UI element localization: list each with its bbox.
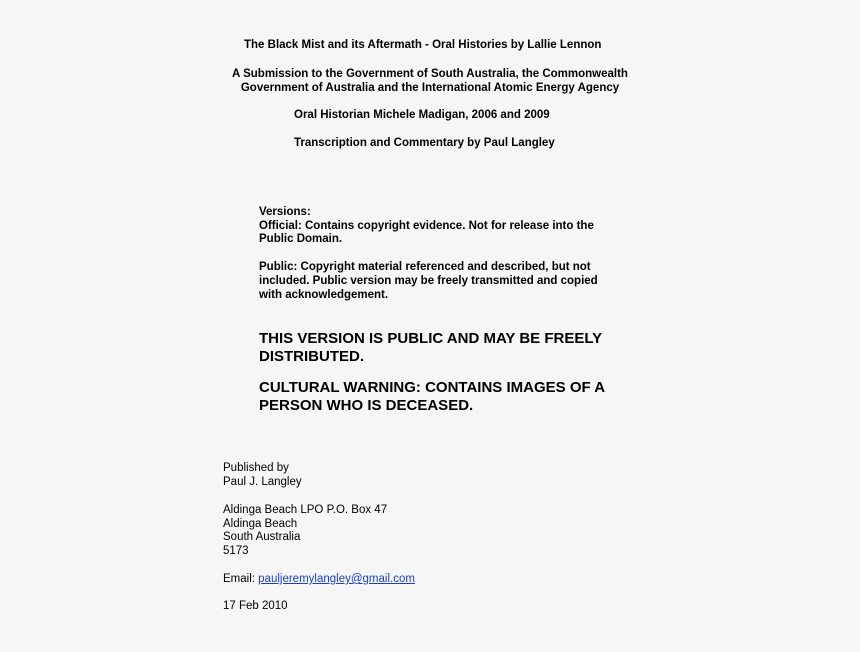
public-version-line-3: with acknowledgement. (259, 289, 389, 301)
document-title: The Black Mist and its Aftermath - Oral Histories by Lallie Lennon (244, 39, 602, 51)
email-link[interactable]: pauljeremylangley@gmail.com (258, 573, 415, 585)
transcription-credit: Transcription and Commentary by Paul Langley (294, 137, 555, 149)
submission-line-1: A Submission to the Government of South Australia, the Commonwealth (232, 68, 628, 80)
official-version-line-1: Official: Contains copyright evidence. Not for release into the (259, 220, 594, 232)
published-by-label: Published by (223, 462, 289, 474)
public-version-line-2: included. Public version may be freely transmitted and copied (259, 275, 598, 287)
postcode: 5173 (223, 545, 249, 557)
submission-line-2: Government of Australia and the International Atomic Energy Agency (240, 82, 620, 94)
official-version-line-2: Public Domain. (259, 233, 343, 245)
public-notice-line-1: THIS VERSION IS PUBLIC AND MAY BE FREELY (259, 330, 603, 347)
oral-historian: Oral Historian Michele Madigan, 2006 and 2009 (294, 109, 550, 121)
public-notice-line-2: DISTRIBUTED. (259, 348, 364, 365)
cultural-warning-line-2: PERSON WHO IS DECEASED. (259, 397, 474, 414)
address-line-3: South Australia (223, 531, 301, 543)
address-line-2: Aldinga Beach (223, 518, 298, 530)
public-version-line-1: Public: Copyright material referenced and described, but not (259, 261, 591, 273)
versions-heading: Versions: (259, 206, 311, 218)
publication-date: 17 Feb 2010 (223, 600, 288, 612)
publisher-name: Paul J. Langley (223, 476, 302, 488)
address-line-1: Aldinga Beach LPO P.O. Box 47 (223, 504, 388, 516)
email-label: Email: (223, 573, 259, 585)
email-row (223, 573, 415, 587)
cultural-warning-line-1: CULTURAL WARNING: CONTAINS IMAGES OF A (259, 379, 606, 396)
